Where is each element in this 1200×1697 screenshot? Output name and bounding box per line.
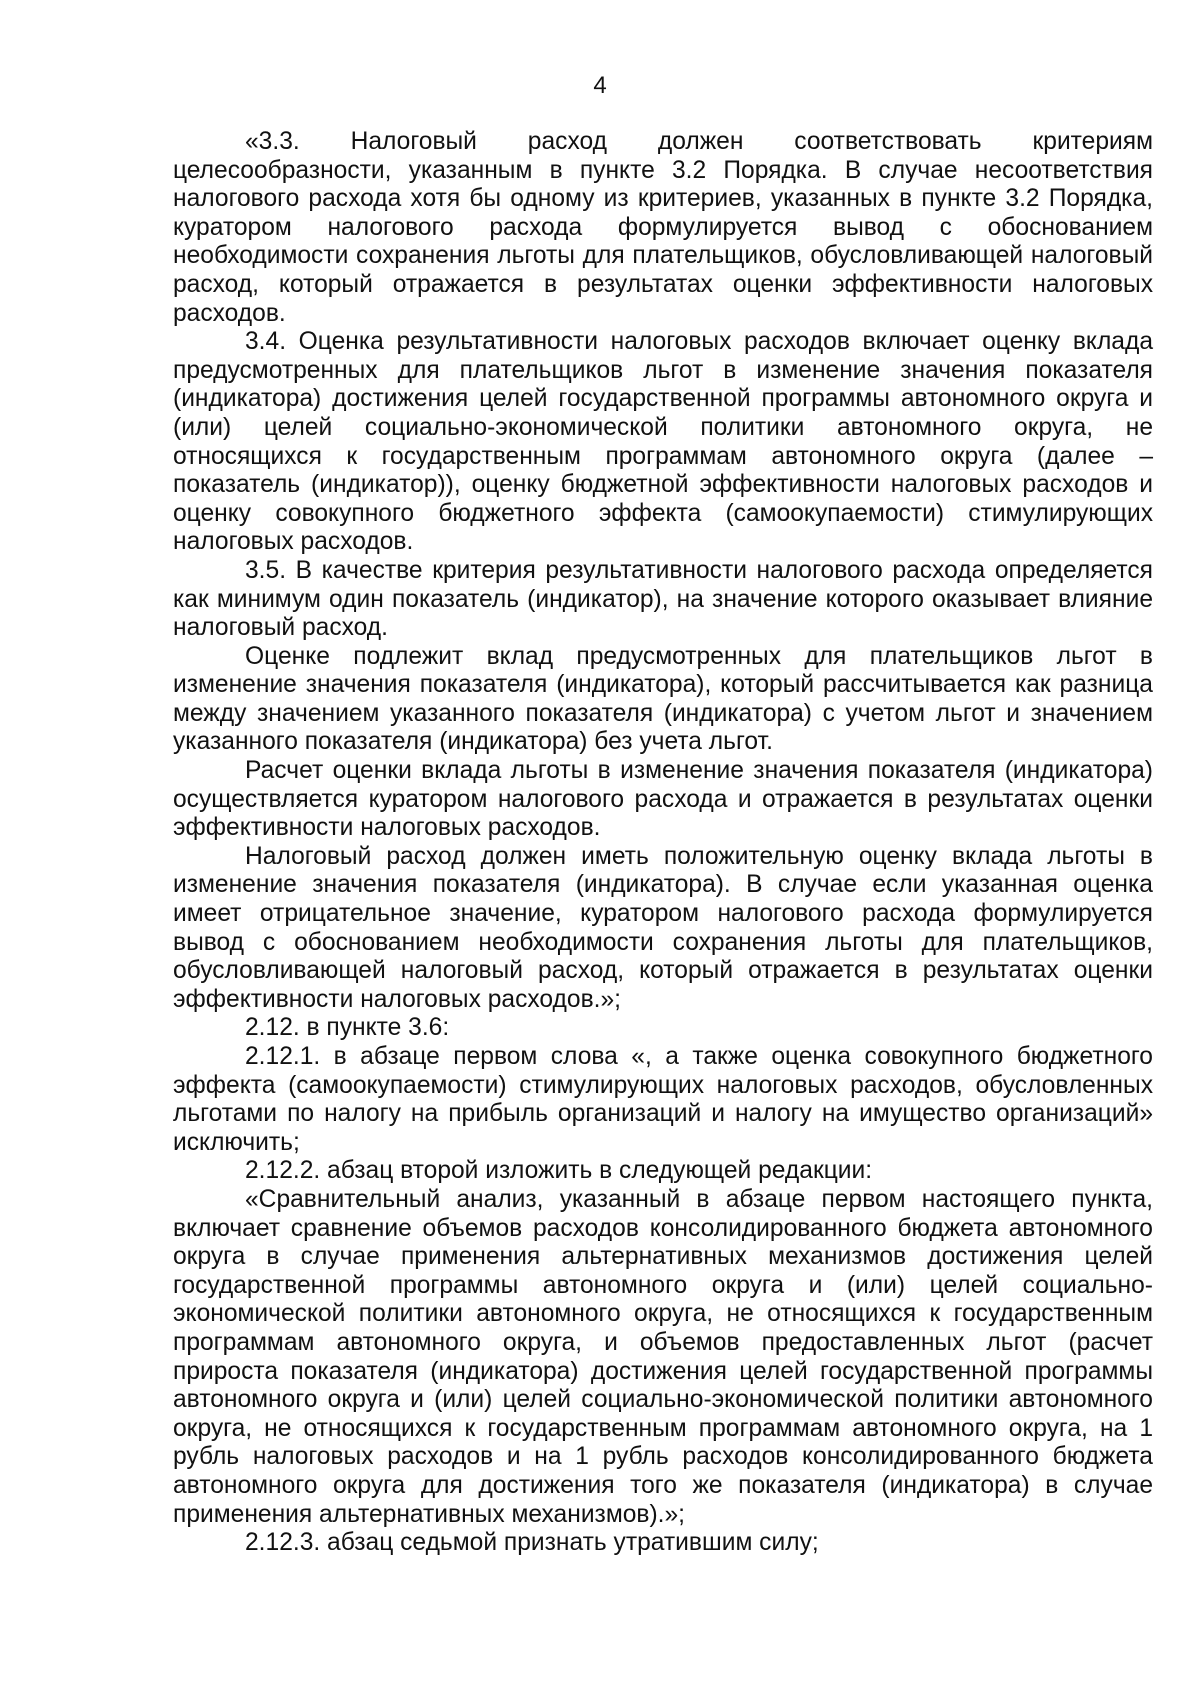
paragraph-2-12: 2.12. в пункте 3.6:: [245, 1014, 450, 1042]
document-body: [173, 128, 1153, 1558]
page-number: 4: [593, 72, 607, 99]
paragraph-contribution-assessment: Оценке подлежит вклад предусмотренных для плательщиков льгот в изменение значения показателя (индикатора), который рассчитывается как разница между значением указанного показателя (индикатора) с учетом льгот и значением указанного показателя (индикатора) без учета льгот.: [173, 642, 1153, 756]
paragraph-comparative-analysis: «Сравнительный анализ, указанный в абзаце первом настоящего пункта, включает сравнение объемов расходов консолидированного бюджета автономного округа в случае применения альтернативных механизмов достижения целей государственной программы автономного округа и (или) целей социально-экономической политики автономного округа, не относящихся к государственным программам автономного округа, и объемов предоставленных льгот (расчет прироста показателя (индикатора) достижения целей государственной программы автономного округа и (или) целей социально-экономической политики автономного округа, не относящихся к государственным программам автономного округа, на 1 рубль налоговых расходов и на 1 рубль расходов консолидированного бюджета автономного округа для достижения того же показателя (индикатора) в случае применения альтернативных механизмов).»;: [173, 1185, 1153, 1528]
paragraph-3-3: «3.3. Налоговый расход должен соответствовать критериям целесообразности, указанным в пункте 3.2 Порядка. В случае несоответствия налогового расхода хотя бы одному из критериев, указанных в пункте 3.2 Порядка, куратором налогового расхода формулируется вывод с обоснованием необходимости сохранения льготы для плательщиков, обусловливающей налоговый расход, который отражается в результатах оценки эффективности налоговых расходов.: [173, 128, 1153, 327]
paragraph-contribution-calculation: Расчет оценки вклада льготы в изменение значения показателя (индикатора) осуществляется куратором налогового расхода и отражается в результатах оценки эффективности налоговых расходов.: [173, 757, 1153, 842]
paragraph-3-4: 3.4. Оценка результативности налоговых расходов включает оценку вклада предусмотренных для плательщиков льгот в изменение значения показателя (индикатора) достижения целей государственной программы автономного округа и (или) целей социально-экономической политики автономного округа, не относящихся к государственным программам автономного округа (далее – показатель (индикатор)), оценку бюджетной эффективности налоговых расходов и оценку совокупного бюджетного эффекта (самоокупаемости) стимулирующих налоговых расходов.: [173, 328, 1153, 556]
paragraph-2-12-3: 2.12.3. абзац седьмой признать утратившим силу;: [245, 1529, 819, 1557]
paragraph-3-5: 3.5. В качестве критерия результативности налогового расхода определяется как минимум один показатель (индикатор), на значение которого оказывает влияние налоговый расход.: [173, 556, 1153, 642]
paragraph-positive-assessment: Налоговый расход должен иметь положительную оценку вклада льготы в изменение значения показателя (индикатора). В случае если указанная оценка имеет отрицательное значение, куратором налогового расхода формулируется вывод с обоснованием необходимости сохранения льготы для плательщиков, обусловливающей налоговый расход, который отражается в результатах оценки эффективности налоговых расходов.»;: [173, 842, 1153, 1013]
paragraph-2-12-1: 2.12.1. в абзаце первом слова «, а также оценка совокупного бюджетного эффекта (самоокупаемости) стимулирующих налоговых расходов, обусловленных льготами по налогу на прибыль организаций и налогу на имущество организаций» исключить;: [173, 1043, 1153, 1156]
paragraph-2-12-2: 2.12.2. абзац второй изложить в следующей редакции:: [245, 1157, 873, 1185]
